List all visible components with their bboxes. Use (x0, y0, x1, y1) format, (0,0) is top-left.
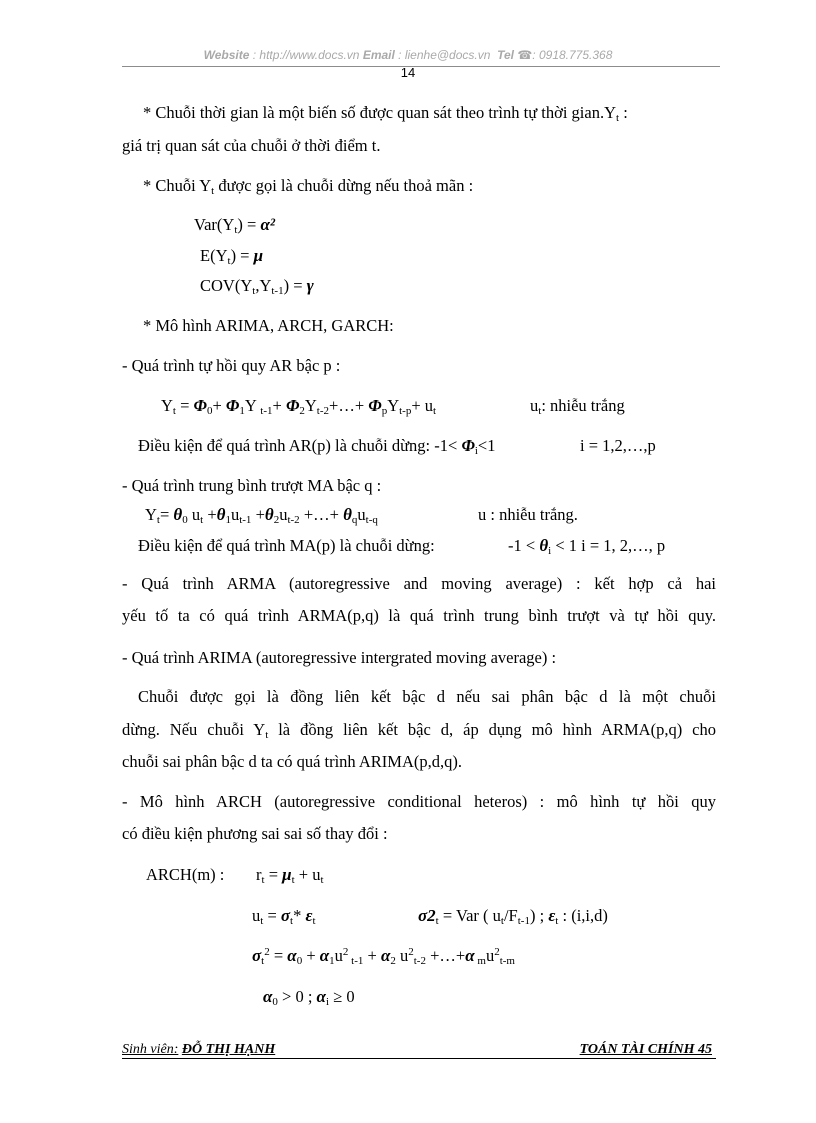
gamma-symbol: γ (306, 276, 314, 295)
text: +…+ (329, 396, 369, 415)
subscript: t (500, 915, 504, 927)
page-header (0, 48, 816, 62)
text: là đồng liên kết bậc d, áp dụng mô hình ARMA(p,q) cho (268, 720, 716, 739)
alpha-symbol: α (380, 946, 391, 965)
subscript: t-2 (413, 955, 426, 967)
text: = (263, 906, 281, 925)
theta-symbol: θ (343, 505, 352, 524)
text: u (395, 946, 409, 965)
subscript: m (474, 955, 486, 967)
subscript: t-2 (287, 514, 300, 526)
footer-course: TOÁN TÀI CHÍNH 45 (579, 1042, 712, 1057)
footer-student (122, 1042, 275, 1058)
text: được gọi là chuỗi dừng nếu thoả mãn : (214, 176, 474, 195)
subscript: t (172, 405, 176, 417)
text: u (530, 396, 539, 415)
ma-condition-range (508, 536, 665, 556)
arch-model-label: ARCH(m) : (146, 865, 225, 884)
text: u (485, 946, 495, 965)
footer-label: Sinh viên: (122, 1042, 179, 1057)
eq-covariance (200, 276, 314, 296)
text: ) = (237, 215, 257, 234)
subscript: t-1 (239, 514, 252, 526)
arma-line-1: - Quá trình ARMA (autoregressive and moving average) : kết hợp cả hai (122, 574, 716, 593)
arch-return-eq (256, 865, 324, 885)
theta-symbol: θ (539, 536, 549, 555)
subscript: t-1 (517, 915, 530, 927)
arch-line-2: có điều kiện phương sai sai số thay đổi : (122, 824, 388, 843)
text: u (334, 946, 343, 965)
ar-noise-note (530, 396, 625, 416)
text: Y (387, 396, 400, 415)
subscript: t (616, 112, 620, 124)
arch-error-eq (252, 906, 316, 926)
subscript: t (538, 405, 542, 417)
text: ≥ 0 (329, 987, 355, 1006)
text: u (357, 505, 366, 524)
sigma-squared-symbol: σ2 (418, 906, 436, 925)
subscript: t (291, 874, 295, 886)
subscript: 2 (390, 955, 396, 967)
subscript: i (325, 996, 330, 1008)
arma-line-2: yếu tố ta có quá trình ARMA(p,q) là quá trình trung bình trượt và tự hồi quy. (122, 606, 716, 625)
text: Điều kiện để quá trình AR(p) là chuỗi dừng: -1< (138, 436, 462, 455)
arch-constraints (263, 987, 355, 1007)
website-url[interactable]: http://www.docs.vn (259, 48, 360, 62)
theta-symbol: θ (216, 505, 226, 524)
text: + (251, 505, 265, 524)
subscript: t (211, 185, 215, 197)
text: -1 < (508, 536, 540, 555)
subscript: t-q (365, 514, 378, 526)
text: Y (244, 396, 261, 415)
email-sep: : (394, 48, 405, 62)
theta-symbol: θ (173, 505, 183, 524)
email-address[interactable]: lienhe@docs.vn (404, 48, 491, 62)
sigma-symbol: σ (252, 946, 262, 965)
subscript: 0 (206, 405, 213, 417)
alpha-symbol: α (465, 946, 475, 965)
text: r (256, 865, 262, 884)
text: u (279, 505, 288, 524)
subscript: 1 (329, 955, 335, 967)
subscript: t (555, 915, 559, 927)
subscript: t-1 (348, 955, 364, 967)
phone-icon: ☎ (517, 48, 533, 62)
ma-equation (145, 505, 378, 525)
superscript: 2 (494, 946, 500, 958)
page-number: 14 (400, 65, 416, 80)
text: ,Y (255, 276, 272, 295)
arima-line-1: Chuỗi được gọi là đồng liên kết bậc d nếu sai phân bậc d là một chuỗi (138, 687, 716, 706)
text: = (159, 505, 174, 524)
text: u (187, 505, 201, 524)
subscript: t (261, 955, 265, 967)
text: + (203, 505, 217, 524)
text: + (272, 396, 286, 415)
subscript: t (320, 874, 324, 886)
subscript: 1 (239, 405, 245, 417)
alpha-symbol: α (263, 987, 273, 1006)
text: < 1 i = 1, 2,…, p (551, 536, 666, 555)
subscript: 0 (296, 955, 303, 967)
subscript: t (433, 405, 437, 417)
subscript: t (234, 224, 238, 236)
eq-expectation (200, 246, 263, 266)
subscript: t (227, 255, 231, 267)
text: dừng. Nếu chuỗi Y (122, 720, 266, 739)
subscript: t (261, 874, 265, 886)
text: Y (161, 396, 173, 415)
footer-student-name: ĐỖ THỊ HẠNH (181, 1042, 276, 1057)
text: + (363, 946, 381, 965)
subscript: 1 (225, 514, 231, 526)
subscript: t (265, 729, 269, 741)
para-time-series-def (143, 103, 628, 123)
text: = (264, 865, 283, 884)
email-label: Email (362, 48, 395, 62)
text: ) = (283, 276, 303, 295)
eq-variance (194, 215, 275, 235)
text: * Chuỗi Y (143, 176, 212, 195)
text: Var(Y (194, 215, 235, 234)
superscript: 2 (342, 946, 349, 958)
subscript: t-2 (316, 405, 330, 417)
text: + (302, 946, 320, 965)
subscript: i (474, 445, 478, 457)
subscript: t-p (399, 405, 412, 417)
superscript: 2 (408, 946, 414, 958)
subscript: t (156, 514, 160, 526)
text: +…+ (425, 946, 466, 965)
text: > 0 ; (277, 987, 317, 1006)
para-time-series-def-cont: giá trị quan sát của chuỗi ở thời điểm t. (122, 136, 381, 155)
website-label: Website (203, 48, 250, 62)
arch-sigma-eq (252, 946, 515, 966)
ar-equation (161, 396, 436, 416)
text: Y (145, 505, 157, 524)
models-heading: * Mô hình ARIMA, ARCH, GARCH: (143, 316, 394, 335)
text: <1 (477, 436, 496, 455)
text: + u (411, 396, 434, 415)
footer-rule (122, 1058, 716, 1059)
subscript: t (260, 915, 264, 927)
subscript: q (351, 514, 358, 526)
phi-symbol: Φ (368, 396, 382, 415)
subscript: t-1 (271, 285, 284, 297)
ma-condition: Điều kiện để quá trình MA(p) là chuỗi dừng: (138, 536, 435, 555)
mu-symbol: μ (253, 246, 264, 265)
subscript: t (312, 915, 316, 927)
alpha-squared-symbol: α² (260, 215, 275, 234)
arch-line-1: - Mô hình ARCH (autoregressive conditional heteros) : mô hình tự hồi quy (122, 792, 716, 811)
website-sep: : (249, 48, 260, 62)
ma-heading: - Quá trình trung bình trượt MA bậc q : (122, 476, 382, 495)
alpha-symbol: α (316, 987, 326, 1006)
phi-symbol: Φ (461, 436, 475, 455)
arima-line-3: chuỗi sai phân bậc d ta có quá trình ARIMA(p,d,q). (122, 752, 463, 771)
text: : nhiễu trắng (541, 396, 625, 415)
arima-line-2 (122, 720, 716, 740)
text: Y (304, 396, 317, 415)
text: Y (604, 103, 617, 122)
alpha-symbol: α (319, 946, 330, 965)
epsilon-symbol: ε (305, 906, 313, 925)
text: COV(Y (200, 276, 253, 295)
phi-symbol: Φ (225, 396, 240, 415)
text: E(Y (200, 246, 228, 265)
text: ) = (230, 246, 250, 265)
text: = (175, 396, 194, 415)
text: = (269, 946, 288, 965)
text: * Chuỗi thời gian là một biến số được quan sát theo trình tự thời gian. (143, 103, 605, 122)
text: = Var ( u (438, 906, 501, 925)
epsilon-symbol: ε (548, 906, 556, 925)
ar-condition (138, 436, 495, 456)
text: * (293, 906, 306, 925)
subscript: i (548, 545, 552, 557)
subscript: t (252, 285, 256, 297)
subscript: p (381, 405, 388, 417)
subscript: 2 (273, 514, 280, 526)
arch-variance-eq (418, 906, 608, 926)
phi-symbol: Φ (193, 396, 207, 415)
sigma-symbol: σ (280, 906, 291, 925)
mu-symbol: μ (282, 865, 292, 884)
text: : (619, 103, 628, 122)
tel-number: : 0918.775.368 (532, 48, 613, 62)
text: /F (503, 906, 518, 925)
ma-noise-note: u : nhiễu trắng. (478, 505, 578, 524)
subscript: 0 (272, 996, 278, 1008)
text: + u (294, 865, 321, 884)
text: +…+ (299, 505, 344, 524)
phi-symbol: Φ (285, 396, 300, 415)
subscript: t (290, 915, 294, 927)
theta-symbol: θ (264, 505, 274, 524)
subscript: t-m (499, 955, 515, 967)
subscript: 2 (299, 405, 305, 417)
subscript: t (435, 915, 439, 927)
text: : (i,i,d) (558, 906, 608, 925)
ar-condition-index: i = 1,2,…,p (580, 436, 656, 455)
ar-heading: - Quá trình tự hồi quy AR bậc p : (122, 356, 341, 375)
text: + (212, 396, 226, 415)
text: u (252, 906, 261, 925)
subscript: t-1 (260, 405, 273, 417)
arima-heading: - Quá trình ARIMA (autoregressive intergrated moving average) : (122, 648, 557, 667)
alpha-symbol: α (287, 946, 297, 965)
superscript: 2 (264, 946, 270, 958)
text: ) ; (529, 906, 549, 925)
subscript: t (200, 514, 204, 526)
para-stationary-def (143, 176, 473, 196)
subscript: 0 (182, 514, 188, 526)
tel-label: Tel (497, 48, 514, 62)
text: u (230, 505, 240, 524)
